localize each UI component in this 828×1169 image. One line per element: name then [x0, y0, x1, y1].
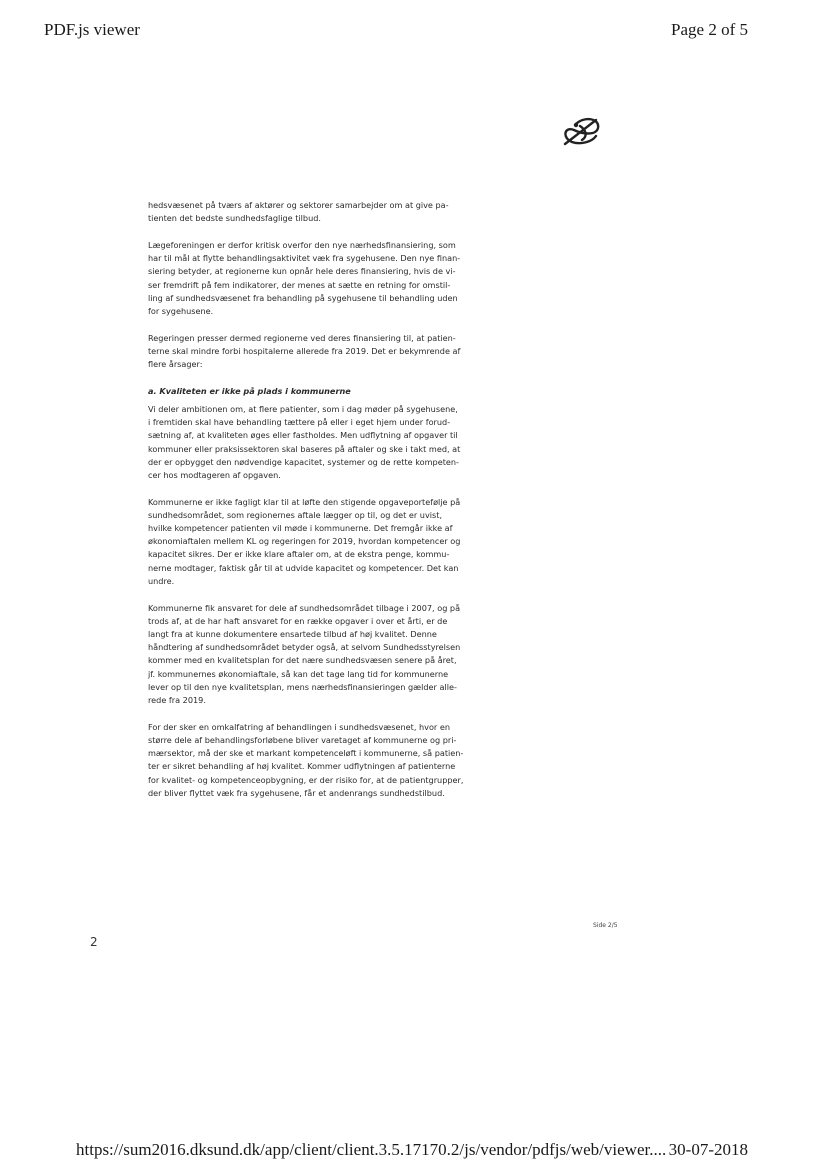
text-line: Lægeforeningen er derfor kritisk overfor den nye nærhedsfinansiering, som: [148, 239, 456, 250]
text-line: økonomiaftalen mellem KL og regeringen for 2019, hvordan kompetencer og: [148, 536, 461, 547]
paragraph: [148, 239, 524, 318]
page-number: 2: [90, 935, 98, 949]
viewer-url: https://sum2016.dksund.dk/app/client/client.3.5.17170.2/js/vendor/pdfjs/web/viewer....: [76, 1140, 667, 1159]
text-line: cer hos modtageren af opgaven.: [148, 469, 281, 480]
text-line: hedsvæsenet på tværs af aktører og sektorer samarbejder om at give pa-: [148, 200, 449, 210]
text-line: mærsektor, må der ske et markant kompetenceløft i kommunerne, så patien-: [148, 748, 464, 759]
text-line: kommer med en kvalitetsplan for det nære sundhedsvæsen senere på året,: [148, 655, 457, 666]
text-line: der er opbygget den nødvendige kapacitet, systemer og de rette kompeten-: [148, 456, 459, 467]
text-line: ser fremdrift på fem indikatorer, der menes at sætte en retning for omstil-: [148, 279, 451, 290]
text-line: større dele af behandlingsforløbene bliver varetaget af kommunerne og pri-: [148, 734, 457, 745]
text-line: håndtering af sundhedsområdet betyder også, at selvom Sundhedsstyrelsen: [148, 642, 461, 653]
page-indicator: Page 2 of 5: [671, 20, 748, 39]
text-line: i fremtiden skal have behandling tættere på eller i eget hjem under forud-: [148, 417, 451, 428]
text-line: kommuner eller praksissektoren skal baseres på aftaler og ske i takt med, at: [148, 443, 461, 454]
text-line: der bliver flyttet væk fra sygehusene, får et andenrangs sundhedstilbud.: [148, 787, 445, 798]
document-body: [148, 199, 524, 813]
text-line: Kommunerne er ikke fagligt klar til at løfte den stigende opgaveportefølje på: [148, 496, 461, 507]
text-line: Kommunerne fik ansvaret for dele af sundhedsområdet tilbage i 2007, og på: [148, 602, 461, 613]
print-date: 30-07-2018: [668, 1140, 748, 1159]
paragraph: [148, 332, 524, 372]
text-line: hvilke kompetencer patienten vil møde i kommunerne. Det fremgår ikke af: [148, 523, 453, 534]
paragraph: [148, 496, 524, 588]
paragraph: [148, 403, 524, 482]
text-line: trods af, at de har haft ansvaret for en række opgaver i over et årti, er de: [148, 615, 448, 626]
text-line: lever op til den nye kvalitetsplan, mens nærhedsfinansieringen gælder alle-: [148, 681, 457, 692]
text-line: ling af sundhedsvæsenet fra behandling på sygehusene til behandling uden: [148, 292, 458, 303]
text-line: undre.: [148, 575, 175, 586]
snake-staff-logo-icon: [558, 114, 604, 148]
section-heading: [148, 385, 524, 398]
text-line: a. Kvaliteten er ikke på plads i kommunerne: [148, 385, 351, 396]
text-line: nerne modtager, faktisk går til at udvide kapacitet og kompetencer. Det kan: [148, 562, 459, 573]
viewer-title: PDF.js viewer: [44, 20, 140, 39]
text-line: ter er sikret behandling af høj kvalitet. Kommer udflytningen af patienterne: [148, 761, 456, 772]
text-line: langt fra at kunne dokumentere ensartede tilbud af høj kvalitet. Denne: [148, 628, 437, 639]
paragraph: [148, 199, 524, 225]
text-line: flere årsager:: [148, 359, 203, 370]
text-line: siering betyder, at regionerne kun opnår hele deres finansiering, hvis de vi-: [148, 266, 456, 277]
text-line: sætning af, at kvaliteten øges eller fastholdes. Men udflytning af opgaver til: [148, 430, 458, 441]
text-line: tienten det bedste sundhedsfaglige tilbud.: [148, 213, 321, 224]
text-line: rede fra 2019.: [148, 695, 206, 705]
paragraph: [148, 721, 524, 800]
text-line: for kvalitet- og kompetenceopbygning, er der risiko for, at de patientgrupper,: [148, 774, 464, 785]
text-line: Regeringen presser dermed regionerne ved deres finansiering til, at patien-: [148, 332, 456, 343]
text-line: sundhedsområdet, som regionernes aftale lægger op til, og det er uvist,: [148, 509, 443, 520]
paragraph: [148, 602, 524, 708]
text-line: jf. kommunernes økonomiaftale, så kan det tage lang tid for kommunerne: [148, 668, 449, 679]
text-line: terne skal mindre forbi hospitalerne allerede fra 2019. Det er bekymrende af: [148, 345, 461, 356]
text-line: for sygehusene.: [148, 305, 214, 316]
text-line: For der sker en omkalfatring af behandlingen i sundhedsvæsenet, hvor en: [148, 721, 451, 732]
text-line: har til mål at flytte behandlingsaktivitet væk fra sygehusene. Den nye finan-: [148, 253, 461, 264]
text-line: Vi deler ambitionen om, at flere patienter, som i dag møder på sygehusene,: [148, 403, 458, 414]
side-label: Side 2/5: [593, 922, 618, 929]
text-line: kapacitet sikres. Der er ikke klare aftaler om, at de ekstra penge, kommu-: [148, 549, 450, 560]
